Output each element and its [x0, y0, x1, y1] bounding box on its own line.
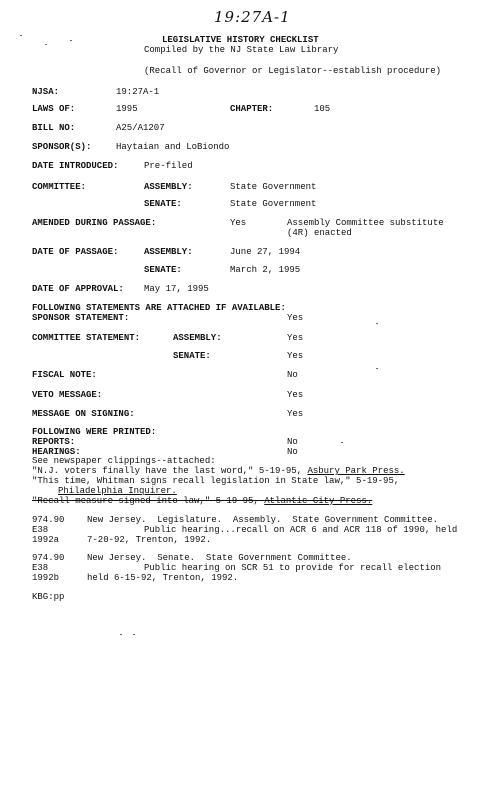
ref-2-line-3: held 6-15-92, Trenton, 1992. — [87, 573, 239, 583]
committee-statement-label: COMMITTEE STATEMENT: — [32, 333, 141, 343]
passage-assembly-label: ASSEMBLY: — [144, 247, 193, 257]
laws-of-value: 1995 — [116, 104, 138, 114]
ref-1-call-1: 974.90 — [32, 515, 65, 525]
clipping-3-text: "Recall measure signed into law," 5-19-95, — [32, 496, 265, 506]
laws-of-label: LAWS OF: — [32, 104, 76, 114]
clipping-1-text: "N.J. voters finally have the last word," 5-19-95, — [32, 466, 308, 476]
hearings-label: HEARINGS: — [32, 447, 81, 457]
message-on-signing-value: Yes — [287, 409, 304, 419]
sponsors-value: Haytaian and LoBiondo — [116, 142, 230, 152]
veto-message-value: Yes — [287, 390, 304, 400]
passage-senate-value: March 2, 1995 — [230, 265, 301, 275]
sponsors-label: SPONSOR(S): — [32, 142, 92, 152]
clipping-3 — [32, 496, 372, 506]
ref-2-call-3: 1992b — [32, 573, 60, 583]
ref-1-call-2: E38 — [32, 525, 49, 535]
chapter-value: 105 — [314, 104, 331, 114]
initials: KBG:pp — [32, 592, 65, 602]
scan-speck — [120, 634, 122, 635]
handwritten-number: 19:27A-1 — [214, 8, 291, 26]
scan-speck — [133, 634, 135, 635]
sponsor-statement-value: Yes — [287, 313, 304, 323]
clippings-intro: See newspaper clippings--attached: — [32, 456, 216, 466]
ref-1-line-3: 7-20-92, Trenton, 1992. — [87, 535, 212, 545]
passage-label: DATE OF PASSAGE: — [32, 247, 119, 257]
date-introduced-value: Pre-filed — [144, 161, 193, 171]
scan-speck — [45, 44, 47, 45]
ref-2-call-1: 974.90 — [32, 553, 65, 563]
chapter-label: CHAPTER: — [230, 104, 274, 114]
committee-assembly-label: ASSEMBLY: — [144, 182, 193, 192]
reports-label: REPORTS: — [32, 437, 76, 447]
scan-speck — [376, 323, 378, 324]
date-introduced-label: DATE INTRODUCED: — [32, 161, 119, 171]
bill-no-value: A25/A1207 — [116, 123, 165, 133]
njsa-label: NJSA: — [32, 87, 60, 97]
veto-message-label: VETO MESSAGE: — [32, 390, 103, 400]
ref-1-line-1: New Jersey. Legislature. Assembly. State Government Committee. — [87, 515, 439, 525]
statements-heading: FOLLOWING STATEMENTS ARE ATTACHED IF AVAILABLE: — [32, 303, 286, 313]
scan-speck — [376, 368, 378, 369]
fiscal-note-value: No — [287, 370, 298, 380]
passage-assembly-value: June 27, 1994 — [230, 247, 301, 257]
amended-label: AMENDED DURING PASSAGE: — [32, 218, 157, 228]
amended-value: Yes — [230, 218, 247, 228]
approval-value: May 17, 1995 — [144, 284, 209, 294]
passage-senate-label: SENATE: — [144, 265, 182, 275]
ref-1-line-2: Public hearing...recall on ACR 6 and ACR 118 of 1990, held — [144, 525, 458, 535]
scan-speck — [20, 35, 22, 36]
committee-statement-senate-label: SENATE: — [173, 351, 211, 361]
reports-value: No — [287, 437, 298, 447]
committee-assembly-value: State Government — [230, 182, 317, 192]
message-on-signing-label: MESSAGE ON SIGNING: — [32, 409, 135, 419]
hearings-value: No — [287, 447, 298, 457]
scan-speck — [70, 40, 72, 41]
committee-senate-value: State Government — [230, 199, 317, 209]
committee-statement-assembly-label: ASSEMBLY: — [173, 333, 222, 343]
ref-2-line-1: New Jersey. Senate. State Government Committee. — [87, 553, 352, 563]
fiscal-note-label: FISCAL NOTE: — [32, 370, 97, 380]
clipping-2-text: "This time, Whitman signs recall legislation in State law," 5-19-95, — [32, 476, 400, 486]
clipping-3-source: Atlantic City Press. — [264, 496, 373, 506]
bill-no-label: BILL NO: — [32, 123, 76, 133]
ref-1-call-3: 1992a — [32, 535, 60, 545]
page-title: LEGISLATIVE HISTORY CHECKLIST — [162, 35, 319, 45]
approval-label: DATE OF APPROVAL: — [32, 284, 124, 294]
amended-note-line2: (4R) enacted — [287, 228, 352, 238]
clipping-1 — [32, 466, 405, 476]
printed-heading: FOLLOWING WERE PRINTED: — [32, 427, 157, 437]
committee-statement-senate-value: Yes — [287, 351, 304, 361]
njsa-value: 19:27A-1 — [116, 87, 160, 97]
ref-2-line-2: Public hearing on SCR 51 to provide for recall election — [144, 563, 442, 573]
scan-speck — [341, 442, 343, 443]
amended-note-line1: Assembly Committee substitute — [287, 218, 444, 228]
clipping-2-source: Philadelphia Inquirer. — [58, 486, 177, 496]
committee-statement-assembly-value: Yes — [287, 333, 304, 343]
sponsor-statement-label: SPONSOR STATEMENT: — [32, 313, 130, 323]
ref-2-call-2: E38 — [32, 563, 49, 573]
clipping-1-source: Asbury Park Press. — [307, 466, 405, 476]
committee-senate-label: SENATE: — [144, 199, 182, 209]
compiled-by: Compiled by the NJ State Law Library — [144, 45, 339, 55]
committee-label: COMMITTEE: — [32, 182, 87, 192]
subject: (Recall of Governor or Legislator--establish procedure) — [144, 66, 442, 76]
